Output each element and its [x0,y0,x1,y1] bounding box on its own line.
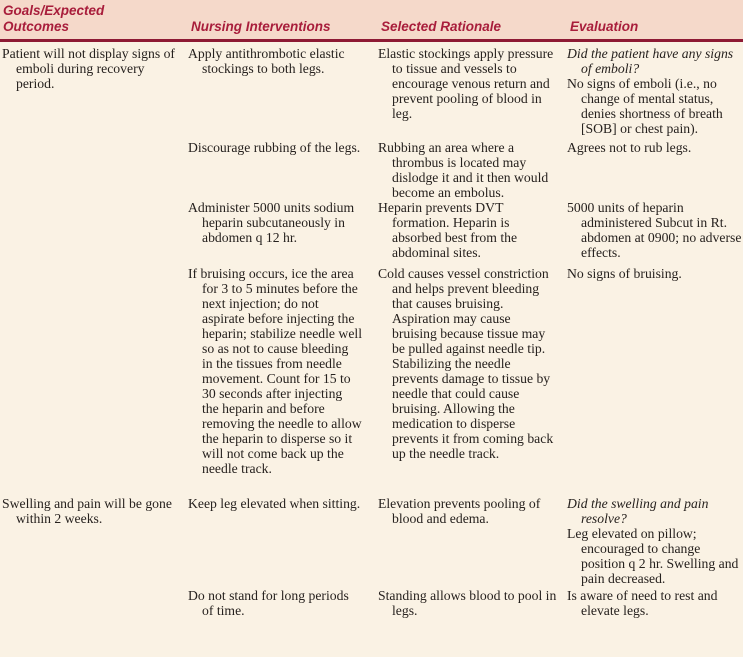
header-goals-expected-outcomes: Goals/Expected Outcomes [3,3,105,34]
intervention-cell [188,46,378,136]
evaluation-cell [567,200,743,260]
evaluation-text: Is aware of need to rest and elevate legs. [567,588,718,618]
rationale-text: Elevation prevents pooling of blood and edema. [378,496,541,526]
intervention-text: Keep leg elevated when sitting. [188,496,361,511]
goal-text: Swelling and pain will be gone within 2 weeks. [2,496,172,526]
intervention-cell [188,266,378,476]
evaluation-text: 5000 units of heparin administered Subcut in Rt. abdomen at 0900; no adverse effects. [567,200,742,260]
rationale-text: Rubbing an area where a thrombus is located may dislodge it and it then would become an embolus. [378,140,549,200]
evaluation-cell [567,496,743,586]
intervention-text: If bruising occurs, ice the area for 3 to 5 minutes before the next injection; do not aspirate before injecting the heparin; stabilize needle well so as not to cause bleeding in the tissues from needle movement. Count for 15 to 30 seconds after injecting the heparin and before removing the needle to allow the heparin to disperse so it will not come back up the needle track. [188,266,362,476]
table-row [2,266,743,476]
evaluation-question: Did the swelling and pain resolve? [567,496,709,526]
evaluation-cell [567,46,743,136]
table-body [0,42,743,618]
table-row [2,588,743,618]
header-evaluation: Evaluation [570,19,639,34]
evaluation-cell [567,588,743,618]
rationale-cell [378,496,567,586]
header-selected-rationale: Selected Rationale [381,19,502,34]
goal-cell [2,140,188,200]
evaluation-cell [567,266,743,476]
goal-text: Patient will not display signs of emboli during recovery period. [2,46,175,91]
header-nursing-interventions: Nursing Interventions [191,19,331,34]
intervention-cell [188,140,378,200]
intervention-text: Discourage rubbing of the legs. [188,140,361,155]
rationale-text: Cold causes vessel constriction and helps prevent bleeding that causes bruising. Aspiration may cause bruising because tissue may be pulled against needle tip. Stabilizing the needle prevents damage to tissue by needle that could cause bruising. Allowing the medication to disperse prevents it from coming back up the needle track. [378,266,554,461]
rationale-cell [378,266,567,476]
table-row [2,46,743,136]
intervention-cell [188,200,378,260]
evaluation-cell [567,140,743,200]
table-header-row [0,0,743,42]
intervention-text: Apply antithrombotic elastic stockings to both legs. [188,46,345,76]
table-row [2,140,743,200]
intervention-text: Do not stand for long periods of time. [188,588,349,618]
rationale-text: Standing allows blood to pool in legs. [378,588,557,618]
evaluation-text: No signs of emboli (i.e., no change of mental status, denies shortness of breath [SOB] or chest pain). [567,76,723,136]
rationale-text: Heparin prevents DVT formation. Heparin is absorbed best from the abdominal sites. [378,200,518,260]
evaluation-text: No signs of bruising. [567,266,682,281]
goal-cell [2,46,188,136]
rationale-text: Elastic stockings apply pressure to tissue and vessels to encourage venous return and prevent pooling of blood in leg. [378,46,554,121]
evaluation-text: Leg elevated on pillow; encouraged to change position q 2 hr. Swelling and pain decreased. [567,526,739,586]
evaluation-question: Did the patient have any signs of emboli? [567,46,734,76]
table-row [2,200,743,260]
intervention-text: Administer 5000 units sodium heparin subcutaneously in abdomen q 12 hr. [188,200,355,245]
intervention-cell [188,496,378,586]
rationale-cell [378,200,567,260]
rationale-cell [378,46,567,136]
goal-cell [2,588,188,618]
goal-cell [2,496,188,586]
goal-cell [2,200,188,260]
evaluation-text: Agrees not to rub legs. [567,140,692,155]
rationale-cell [378,588,567,618]
rationale-cell [378,140,567,200]
goal-cell [2,266,188,476]
intervention-cell [188,588,378,618]
table-row [2,496,743,586]
